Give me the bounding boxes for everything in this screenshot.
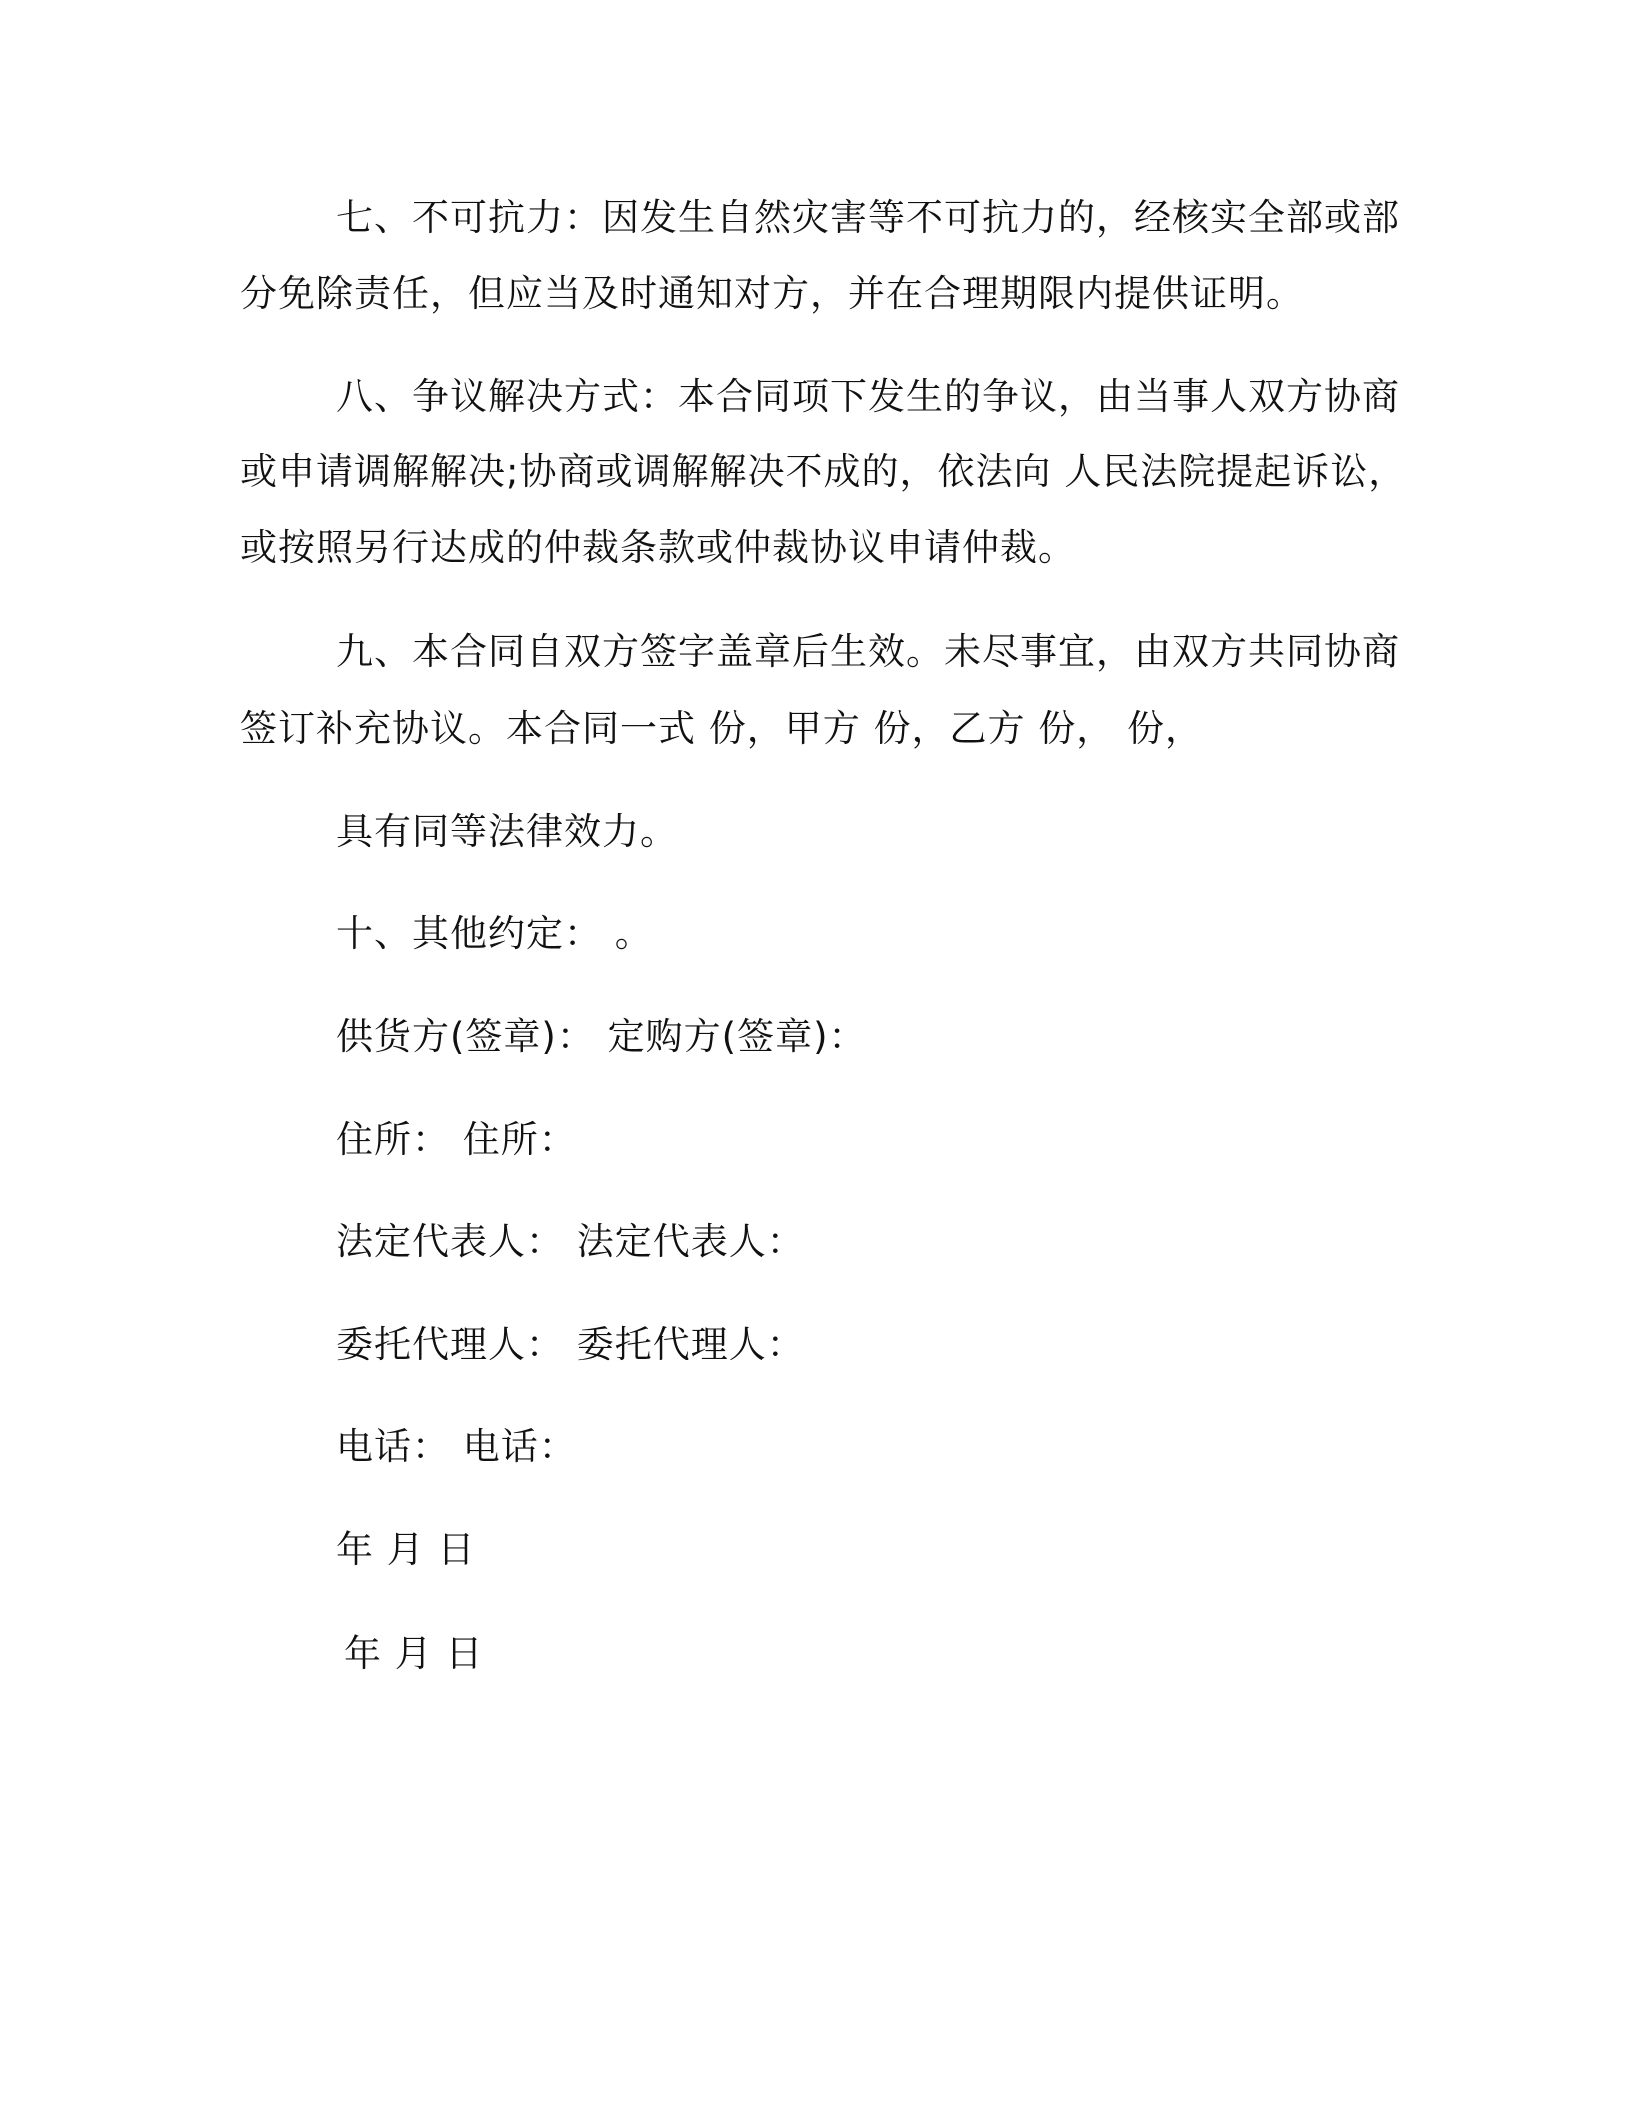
clause-9-line-2: 签订补充协议。本合同一式 份，甲方 份，乙方 份， 份， bbox=[240, 707, 1204, 750]
clause-9-line-3: 具有同等法律效力。 bbox=[336, 810, 678, 853]
clause-9-line-1: 九、本合同自双方签字盖章后生效。未尽事宜，由双方共同协商 bbox=[336, 630, 1400, 673]
clause-8-line-3: 或按照另行达成的仲裁条款或仲裁协议申请仲裁。 bbox=[240, 526, 1076, 569]
clause-8-line-1: 八、争议解决方式：本合同项下发生的争议，由当事人双方协商 bbox=[336, 375, 1400, 418]
clause-8-line-2: 或申请调解解决;协商或调解解决不成的，依法向 人民法院提起诉讼， bbox=[240, 450, 1407, 493]
signature-legal-rep: 法定代表人： 法定代表人： bbox=[336, 1220, 805, 1263]
clause-7-line-1: 七、不可抗力：因发生自然灾害等不可抗力的，经核实全部或部 bbox=[336, 196, 1400, 239]
signature-date-1: 年 月 日 bbox=[336, 1528, 476, 1571]
signature-parties: 供货方(签章)： 定购方(签章)： bbox=[336, 1015, 867, 1058]
clause-7-line-2: 分免除责任，但应当及时通知对方，并在合理期限内提供证明。 bbox=[240, 272, 1304, 315]
signature-agent: 委托代理人： 委托代理人： bbox=[336, 1323, 805, 1366]
clause-10-line-1: 十、其他约定： 。 bbox=[336, 912, 653, 955]
signature-address: 住所： 住所： bbox=[336, 1118, 577, 1161]
signature-phone: 电话： 电话： bbox=[336, 1425, 577, 1468]
signature-date-2: 年 月 日 bbox=[344, 1632, 484, 1675]
